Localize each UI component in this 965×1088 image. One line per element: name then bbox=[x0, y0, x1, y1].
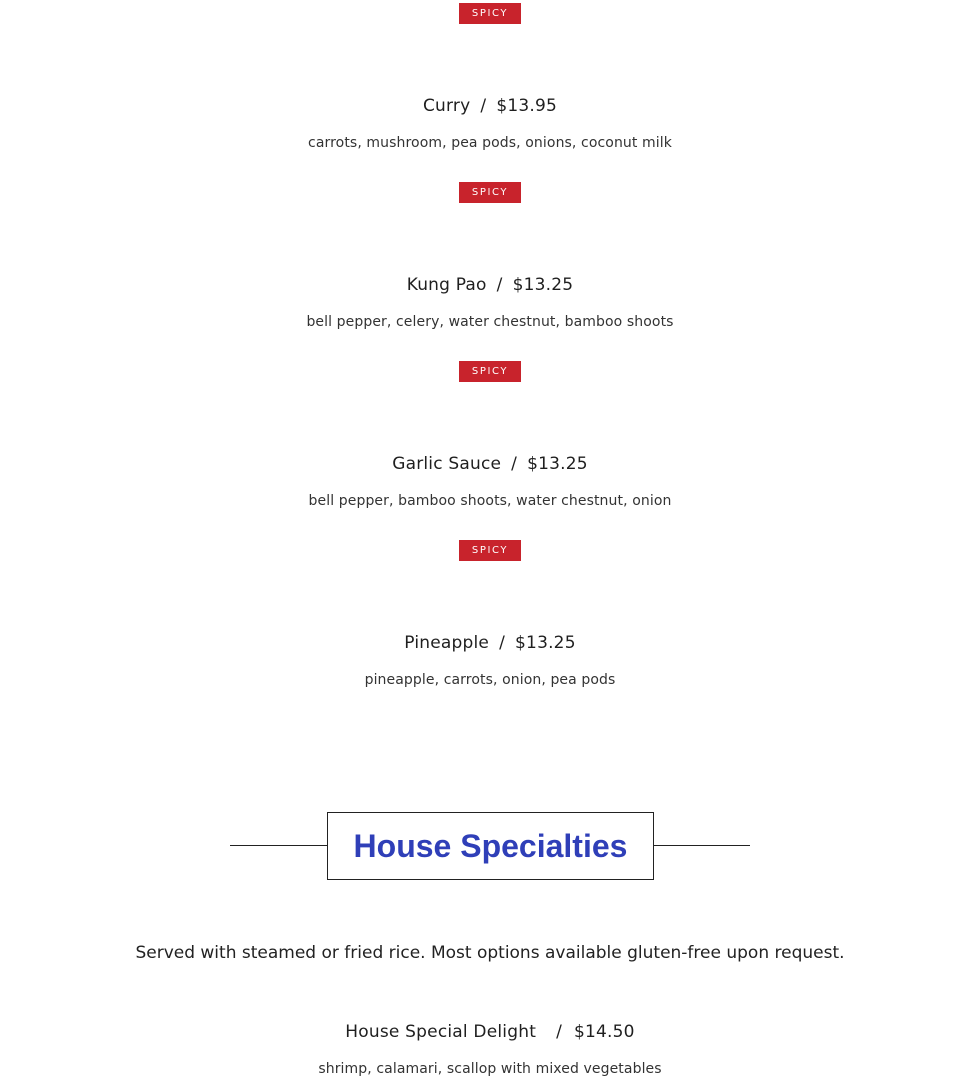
item-name: Curry bbox=[422, 96, 471, 116]
item-price: $13.95 bbox=[496, 96, 557, 116]
spicy-badge: SPICY bbox=[459, 361, 521, 382]
item-price: $14.50 bbox=[574, 1022, 635, 1042]
price-separator: / bbox=[499, 633, 506, 653]
item-description: shrimp, calamari, scallop with mixed vegetables bbox=[318, 1061, 662, 1077]
spicy-badge: SPICY bbox=[459, 3, 521, 24]
menu-item-title bbox=[0, 96, 965, 116]
item-description: pineapple, carrots, onion, pea pods bbox=[364, 672, 616, 688]
item-name: House Special Delight bbox=[345, 1022, 537, 1042]
menu-item-title bbox=[0, 1022, 965, 1042]
section-divider-right bbox=[654, 845, 750, 846]
price-separator: / bbox=[511, 454, 518, 474]
price-separator: / bbox=[480, 96, 487, 116]
item-name: Pineapple bbox=[404, 633, 490, 653]
section-divider-left bbox=[230, 845, 327, 846]
item-description: bell pepper, celery, water chestnut, bamboo shoots bbox=[306, 314, 674, 330]
item-name: Kung Pao bbox=[406, 275, 487, 295]
item-description: bell pepper, bamboo shoots, water chestnut, onion bbox=[308, 493, 672, 509]
price-separator: / bbox=[496, 275, 503, 295]
item-price: $13.25 bbox=[515, 633, 576, 653]
item-price: $13.25 bbox=[527, 454, 588, 474]
price-separator: / bbox=[556, 1022, 562, 1042]
item-name: Garlic Sauce bbox=[392, 454, 502, 474]
spicy-badge: SPICY bbox=[459, 540, 521, 561]
menu-item-title bbox=[0, 275, 965, 295]
menu-item-title bbox=[0, 633, 965, 653]
spicy-badge: SPICY bbox=[459, 182, 521, 203]
section-header-box bbox=[327, 812, 654, 880]
section-title: House Specialties bbox=[353, 828, 628, 864]
item-description: carrots, mushroom, pea pods, onions, coconut milk bbox=[308, 135, 672, 151]
section-note: Served with steamed or fried rice. Most options available gluten-free upon request. bbox=[135, 943, 845, 963]
item-price: $13.25 bbox=[512, 275, 574, 295]
menu-item-title bbox=[0, 454, 965, 474]
